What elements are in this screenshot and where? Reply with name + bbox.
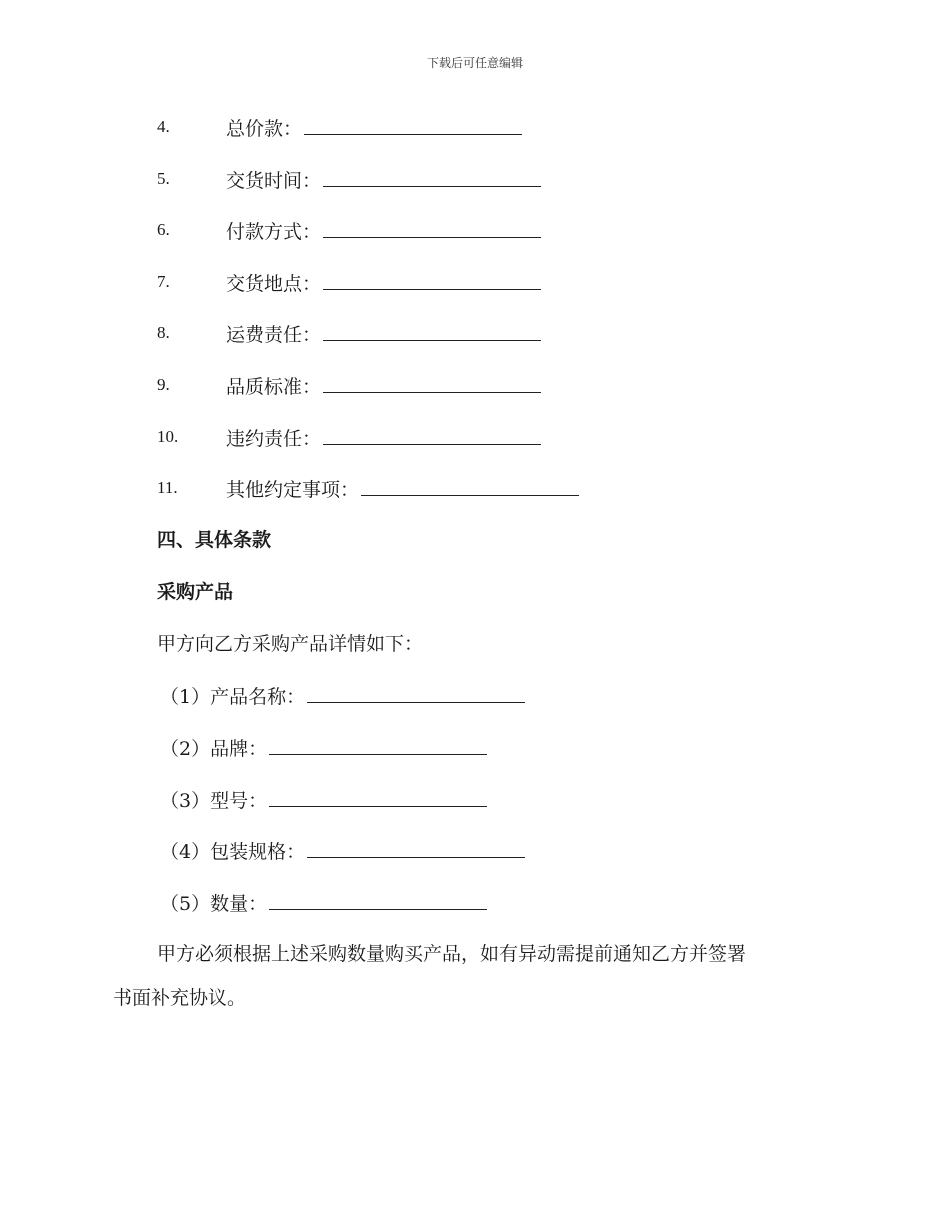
fill-in-blank[interactable] xyxy=(323,373,541,393)
product-label: （2）品牌： xyxy=(160,738,268,760)
section-heading: 四、具体条款 xyxy=(157,529,272,551)
item-label: 运费责任： xyxy=(226,324,322,346)
intro-paragraph: 甲方向乙方采购产品详情如下： xyxy=(157,633,424,655)
item-label: 交货时间： xyxy=(226,170,322,192)
item-label: 违约责任： xyxy=(226,428,322,450)
item-label: 其他约定事项： xyxy=(226,479,360,501)
sub-heading: 采购产品 xyxy=(157,581,234,603)
item-number: 7. xyxy=(157,272,170,291)
fill-in-blank[interactable] xyxy=(323,167,541,187)
item-number: 9. xyxy=(157,375,170,394)
fill-in-blank[interactable] xyxy=(269,787,487,807)
fill-in-blank[interactable] xyxy=(361,476,579,496)
fill-in-blank[interactable] xyxy=(323,321,541,341)
fill-in-blank[interactable] xyxy=(304,115,522,135)
closing-paragraph-line2: 书面补充协议。 xyxy=(113,987,247,1009)
fill-in-blank[interactable] xyxy=(307,683,525,703)
product-label: （1）产品名称： xyxy=(160,686,306,708)
item-label: 总价款： xyxy=(226,118,303,140)
item-number: 10. xyxy=(157,427,179,446)
closing-paragraph-line1: 甲方必须根据上述采购数量购买产品，如有异动需提前通知乙方并签署 xyxy=(157,943,747,965)
fill-in-blank[interactable] xyxy=(323,218,541,238)
item-number: 8. xyxy=(157,323,170,342)
item-number: 11. xyxy=(157,478,178,497)
product-label: （5）数量： xyxy=(160,893,268,915)
item-number: 4. xyxy=(157,117,170,136)
fill-in-blank[interactable] xyxy=(323,425,541,445)
item-label: 付款方式： xyxy=(226,221,322,243)
fill-in-blank[interactable] xyxy=(269,735,487,755)
fill-in-blank[interactable] xyxy=(307,838,525,858)
page-header: 下载后可任意编辑 xyxy=(426,56,523,70)
product-label: （4）包装规格： xyxy=(160,841,306,863)
fill-in-blank[interactable] xyxy=(323,270,541,290)
item-number: 6. xyxy=(157,220,170,239)
item-label: 品质标准： xyxy=(226,376,322,398)
item-label: 交货地点： xyxy=(226,273,322,295)
product-label: （3）型号： xyxy=(160,790,268,812)
fill-in-blank[interactable] xyxy=(269,890,487,910)
item-number: 5. xyxy=(157,169,170,188)
